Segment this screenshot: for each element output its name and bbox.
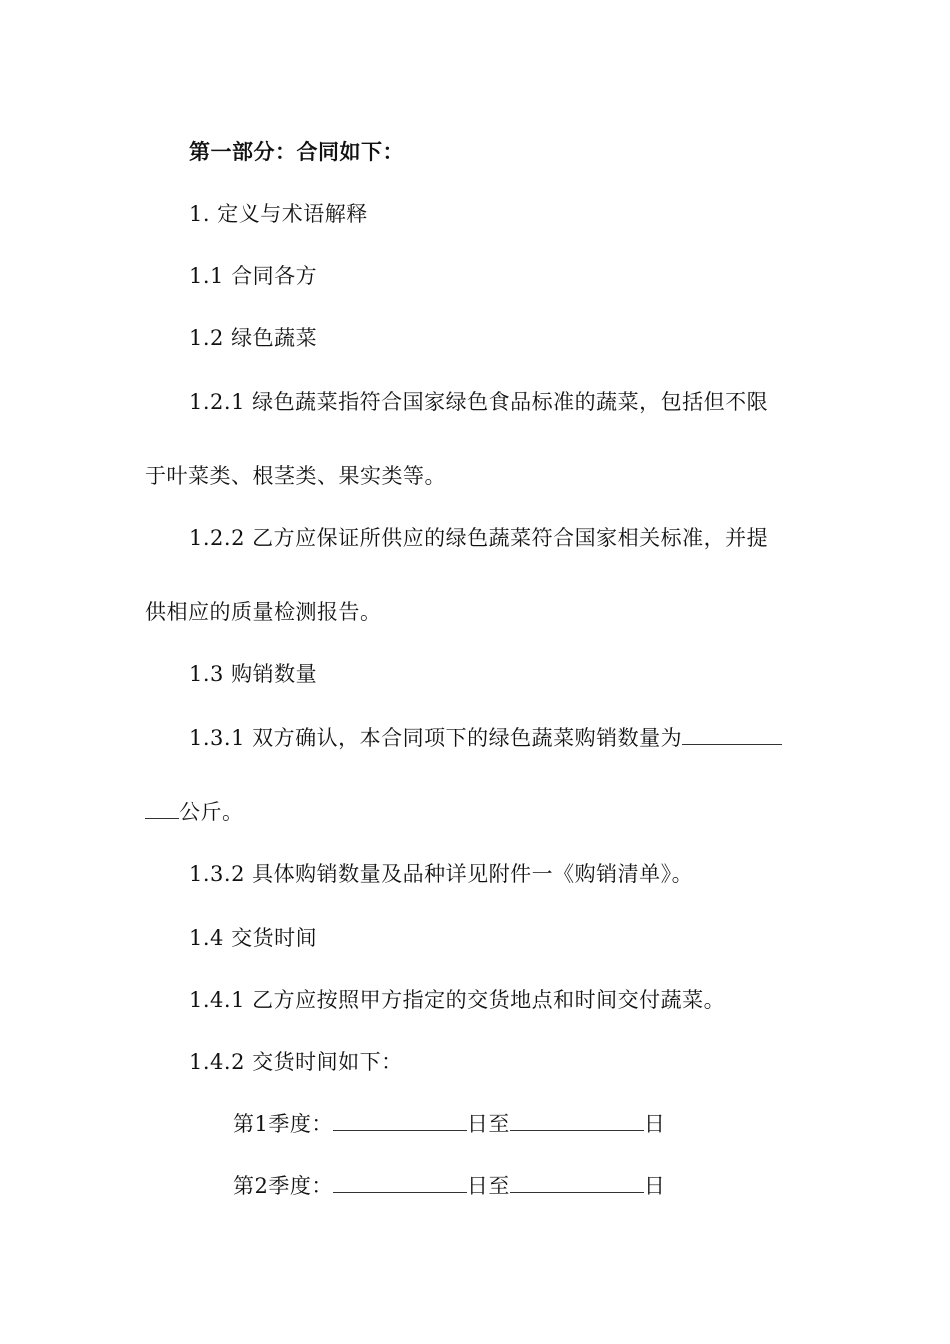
quarter-2-end-blank: [510, 1174, 644, 1193]
clause-1-3-2: 1.3.2 具体购销数量及品种详见附件一《购销清单》。: [189, 862, 694, 886]
quarter-1-end-blank: [510, 1112, 644, 1131]
clause-1-2-2-line-2: 供相应的质量检测报告。: [145, 600, 382, 624]
part-heading: 第一部分：合同如下：: [189, 139, 404, 164]
quantity-unit: 公斤。: [179, 800, 244, 824]
section-1-3-heading: 1.3 购销数量: [189, 662, 318, 686]
clause-1-4-1: 1.4.1 乙方应按照甲方指定的交货地点和时间交付蔬菜。: [189, 988, 726, 1012]
clause-1-2-1-line-1: 1.2.1 绿色蔬菜指符合国家绿色食品标准的蔬菜，包括但不限: [189, 390, 769, 414]
section-1-2-heading: 1.2 绿色蔬菜: [189, 326, 318, 350]
clause-1-2-1-line-2: 于叶菜类、根茎类、果实类等。: [145, 464, 446, 488]
clause-1-3-1-text: 1.3.1 双方确认，本合同项下的绿色蔬菜购销数量为: [189, 726, 683, 750]
quantity-blank-start: [682, 726, 782, 745]
clause-1-3-1-line-2: [145, 798, 244, 826]
quarter-2-range-end: 日: [643, 1174, 666, 1198]
quarter-2-start-blank: [333, 1174, 467, 1193]
quarter-1-label: 第1季度：: [233, 1112, 333, 1136]
quarter-1-range-end: 日: [643, 1112, 666, 1136]
quarter-1-row: [233, 1110, 665, 1138]
clause-1-2-2-line-1: 1.2.2 乙方应保证所供应的绿色蔬菜符合国家相关标准，并提: [189, 526, 769, 550]
section-1-4-heading: 1.4 交货时间: [189, 926, 318, 950]
section-1-heading: 1. 定义与术语解释: [189, 202, 368, 226]
clause-1-3-1-line-1: [189, 724, 782, 752]
section-1-1-heading: 1.1 合同各方: [189, 264, 318, 288]
quarter-1-start-blank: [333, 1112, 467, 1131]
quarter-2-label: 第2季度：: [233, 1174, 333, 1198]
quarter-2-range-mid: 日至: [466, 1174, 510, 1198]
quantity-blank-end: [145, 800, 179, 819]
clause-1-4-2: 1.4.2 交货时间如下：: [189, 1050, 403, 1074]
quarter-1-range-mid: 日至: [466, 1112, 510, 1136]
quarter-2-row: [233, 1172, 665, 1200]
